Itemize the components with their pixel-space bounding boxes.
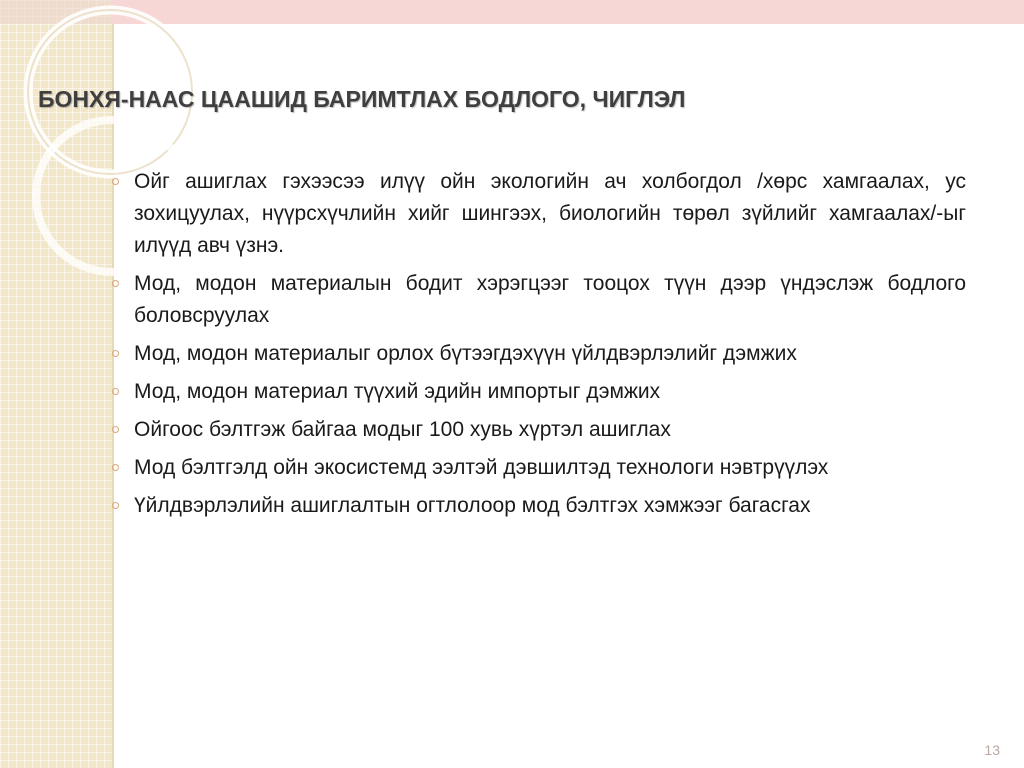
list-item-text: Мод, модон материал түүхий эдийн импортыг дэмжих <box>134 380 661 403</box>
list-item-text: Мод, модон материалыг орлох бүтээгдэхүүн үйлдвэрлэлийг дэмжих <box>134 342 797 365</box>
list-item-text: Мод бэлтгэлд ойн экосистемд ээлтэй дэвшилтэд технологи нэвтрүүлэх <box>134 456 829 479</box>
bullet-icon <box>112 464 119 471</box>
list-item <box>112 452 966 484</box>
bullet-icon <box>112 388 119 395</box>
list-item <box>112 166 966 262</box>
slide-title: БОНХЯ-НААС ЦААШИД БАРИМТЛАХ БОДЛОГО, ЧИГЛЭЛ <box>38 86 686 112</box>
bullet-icon <box>112 178 119 185</box>
bullet-icon <box>112 280 119 287</box>
list-item <box>112 338 966 370</box>
list-item-text: Ойг ашиглах гэхээсээ илүү ойн экологийн ач холбогдол /хөрс хамгаалах, ус зохицуулах, нүүрсхүчлийн хийг шингээх, биологийн төрөл зүйлийг хамгаалах/-ыг илүүд авч үзнэ. <box>134 170 966 257</box>
bullet-icon <box>112 350 119 357</box>
list-item <box>112 268 966 332</box>
page-number: 13 <box>984 742 1000 758</box>
top-band <box>112 0 1024 24</box>
list-item-text: Үйлдвэрлэлийн ашиглалтын огтлолоор мод бэлтгэх хэмжээг багасгах <box>134 494 811 517</box>
bullet-icon <box>112 426 119 433</box>
bullet-list <box>112 166 966 528</box>
list-item <box>112 414 966 446</box>
list-item <box>112 490 966 522</box>
bullet-icon <box>112 502 119 509</box>
list-item-text: Ойгоос бэлтгэж байгаа модыг 100 хувь хүртэл ашиглах <box>134 418 671 441</box>
list-item <box>112 376 966 408</box>
list-item-text: Мод, модон материалын бодит хэрэгцээг тооцох түүн дээр үндэслэж бодлого боловсруулах <box>134 272 966 327</box>
